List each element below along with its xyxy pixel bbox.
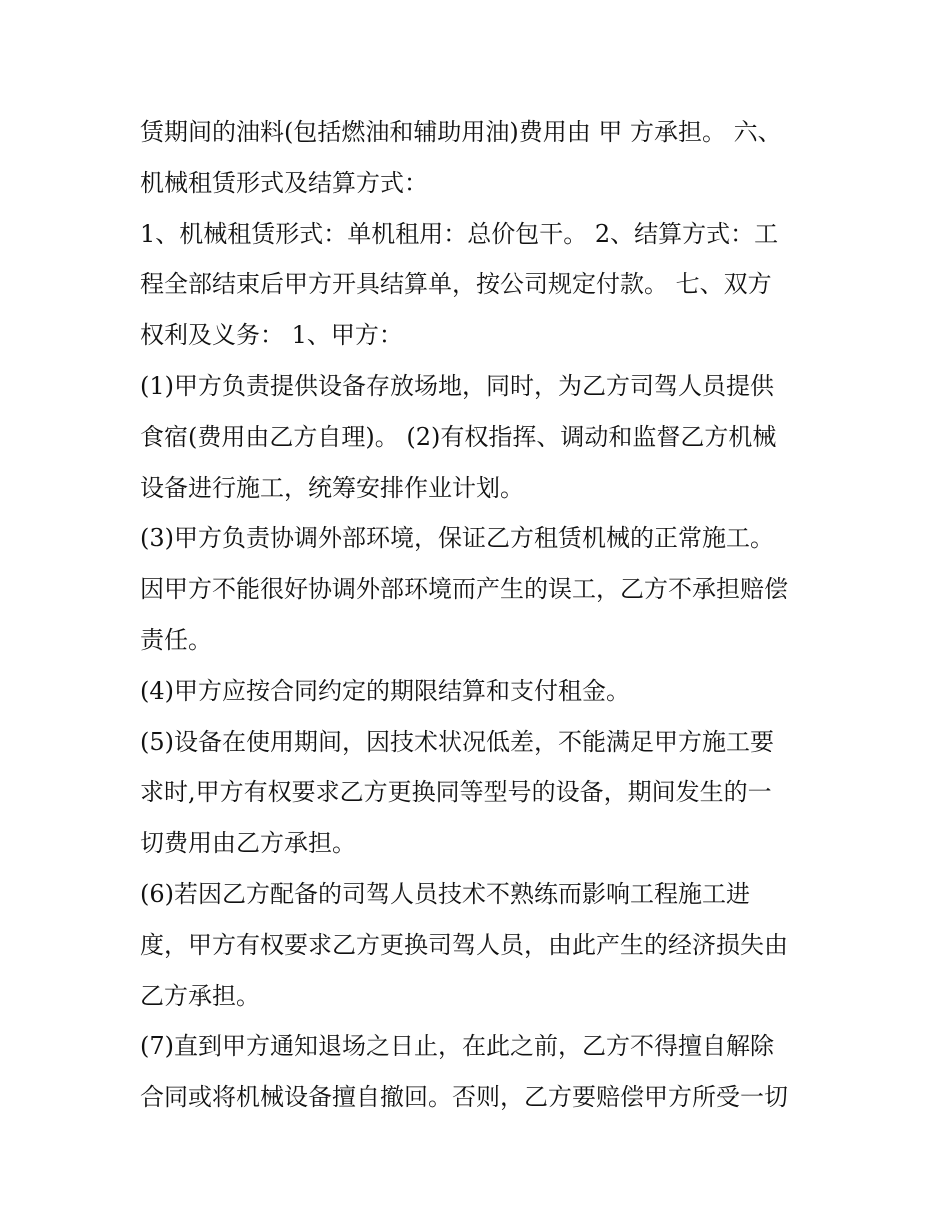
text-line: (6)若因乙方配备的司驾人员技术不熟练而影响工程施工进 [140,879,750,908]
text-line: 求时,甲方有权要求乙方更换同等型号的设备，期间发生的一 [140,778,772,807]
text-line: 乙方承担。 [140,981,260,1010]
text-line: 赁期间的油料(包括燃油和辅助用油)费用由 甲 方承担。 六、 [140,118,782,146]
text-line: (5)设备在使用期间，因技术状况低差，不能满足甲方施工要 [140,727,774,756]
text-line: (4)甲方应按合同约定的期限结算和支付租金。 [140,676,630,705]
text-line: (1)甲方负责提供设备存放场地，同时，为乙方司驾人员提供 [140,371,774,400]
text-line: (7)直到甲方通知退场之日止，在此之前，乙方不得擅自解除 [140,1032,774,1061]
text-line: 机械租赁形式及结算方式： [140,168,428,197]
text-line: 合同或将机械设备擅自撤回。否则，乙方要赔偿甲方所受一切 [140,1083,788,1112]
text-line: 切费用由乙方承担。 [140,829,356,858]
text-line: 设备进行施工，统筹安排作业计划。 [140,473,524,502]
text-line: (3)甲方负责协调外部环境，保证乙方租赁机械的正常施工。 [140,524,774,553]
text-line: 因甲方不能很好协调外部环境而产生的误工，乙方不承担赔偿 [140,575,788,604]
text-line: 度，甲方有权要求乙方更换司驾人员，由此产生的经济损失由 [140,930,788,959]
text-line: 食宿(费用由乙方自理)。 (2)有权指挥、调动和监督乙方机械 [140,422,777,451]
text-line: 权利及义务： 1、甲方： [140,321,403,350]
contract-text [140,107,812,1123]
text-line: 程全部结束后甲方开具结算单，按公司规定付款。 七、双方 [140,270,772,299]
text-line: 1、机械租赁形式：单机租用：总价包干。 2、结算方式：工 [140,219,779,248]
text-line: 责任。 [140,625,212,654]
